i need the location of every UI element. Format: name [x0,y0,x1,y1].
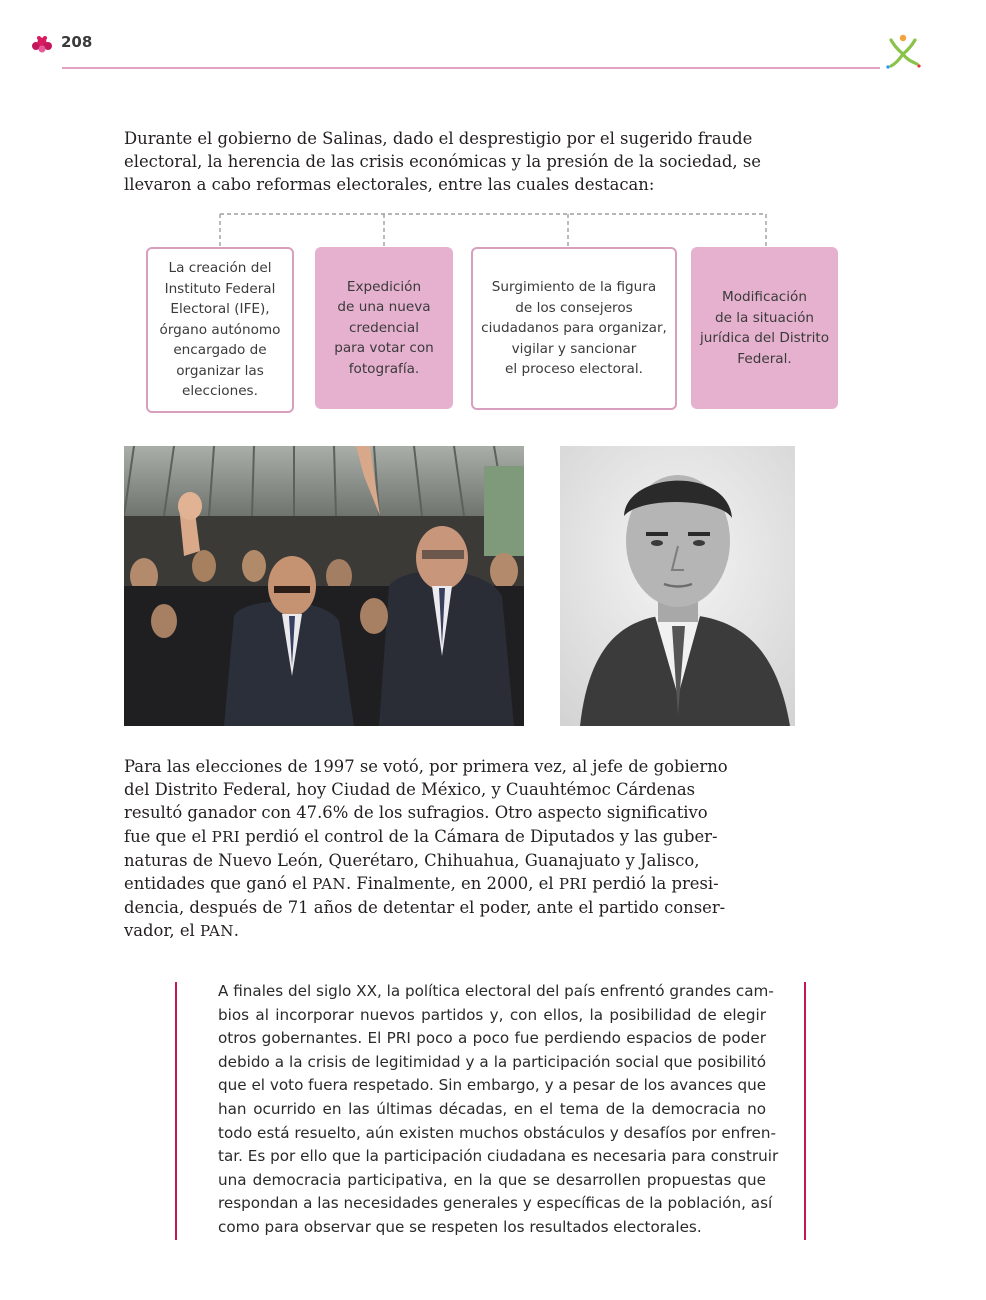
body-line: naturas de Nuevo León, Querétaro, Chihuahua, Guanajuato y Jalisco, [124,850,700,870]
party-acronym: PRI [211,827,241,846]
party-acronym: PAN [312,875,346,894]
body-text: . [233,921,239,941]
reform-text: elecciones. [182,383,258,400]
reform-text: de los consejeros [515,299,633,316]
body-text: vador, el [124,921,200,941]
page-number: 208 [61,33,93,51]
inset-line: A finales del siglo XX, la política electoral del país enfrentó grandes cam- [218,982,774,1000]
reform-text: ciudadanos para organizar, [481,320,667,337]
cardenas-portrait-photo [560,446,795,726]
reform-text: de una nueva [337,299,431,316]
inset-line: bios al incorporar nuevos partidos y, con ellos, la posibilidad de elegir [218,1005,766,1024]
inset-right-rule [804,982,806,1240]
flower-cluster-icon [30,34,54,54]
reform-box-credencial [315,247,453,409]
body-text: entidades que ganó el [124,874,313,894]
reform-text: Expedición [346,278,422,295]
reform-text: La creación del [168,260,272,277]
body-paragraph [124,755,728,944]
reform-text: órgano autónomo [159,321,281,338]
body-text: fue que el [124,826,212,846]
reform-text: vigilar y sancionar [511,340,637,357]
reform-text: Instituto Federal [164,280,276,297]
reform-text: Federal. [737,350,792,367]
inset-line: otros gobernantes. El PRI poco a poco fue perdiendo espacios de poder [218,1029,766,1048]
body-line [124,919,679,943]
inset-line: como para observar que se respeten los resultados electorales. [218,1217,702,1236]
reform-box-consejeros [471,247,677,410]
inset-line: debido a la crisis de legitimidad y a la participación social que posibilitó [218,1052,766,1071]
reform-text: organizar las [176,362,264,379]
inset-line: respondan a las necesidades generales y específicas de la población, así [218,1194,773,1213]
reform-text: Electoral (IFE), [170,301,270,318]
inset-paragraph [218,980,779,1240]
intro-line: electoral, la herencia de las crisis económicas y la presión de la sociedad, se [124,152,761,172]
reform-text: de la situación [714,309,815,326]
inset-line: han ocurrido en las últimas décadas, en el tema de la democracia no [218,1099,766,1118]
inset-line: todo está resuelto, aún existen muchos obstáculos y desafíos por enfren- [218,1123,777,1142]
reform-text: Modificación [721,289,807,305]
reform-text: para votar con [334,340,434,357]
salinas-crowd-photo [124,446,524,726]
body-line: dencia, después de 71 años de detentar el poder, ante el partido conser- [124,898,726,918]
body-text: perdió la presi- [587,874,719,894]
inset-line: una democracia participativa, en la que se desarrollen propuestas que [218,1170,766,1189]
reform-text: credencial [348,319,420,336]
header-rule [62,67,880,69]
party-acronym: PRI [558,875,588,894]
body-text: . Finalmente, en 2000, el [345,874,559,894]
reform-text: jurídica del Distrito [699,330,830,346]
body-line [124,825,718,849]
reform-box-distrito [691,247,838,409]
inset-left-rule [175,982,177,1240]
intro-line: Durante el gobierno de Salinas, dado el desprestigio por el sugerido fraude [124,129,753,148]
inset-line: que el voto fuera respetado. Sin embargo, y a pesar de los avances que [218,1076,767,1095]
reform-box-ife [146,247,294,413]
intro-line: llevaron a cabo reformas electorales, entre las cuales destacan: [124,175,655,195]
reform-text: encargado de [173,342,267,359]
reform-text: Surgimiento de la figura [491,279,657,296]
body-text: perdió el control de la Cámara de Diputados y las guber- [240,826,718,846]
reform-text: fotografía. [348,360,420,377]
reform-text: el proceso electoral. [505,361,643,378]
dancing-figure-logo [883,32,923,72]
inset-line: tar. Es por ello que la participación ciudadana es necesaria para construir [218,1147,779,1166]
body-line: del Distrito Federal, hoy Ciudad de México, y Cuauhtémoc Cárdenas [124,780,696,800]
body-line: Para las elecciones de 1997 se votó, por primera vez, al jefe de gobierno [124,757,728,776]
body-line: resultó ganador con 47.6% de los sufragios. Otro aspecto significativo [124,803,708,823]
body-line [124,872,719,896]
intro-paragraph [124,127,761,197]
party-acronym: PAN [200,922,234,941]
